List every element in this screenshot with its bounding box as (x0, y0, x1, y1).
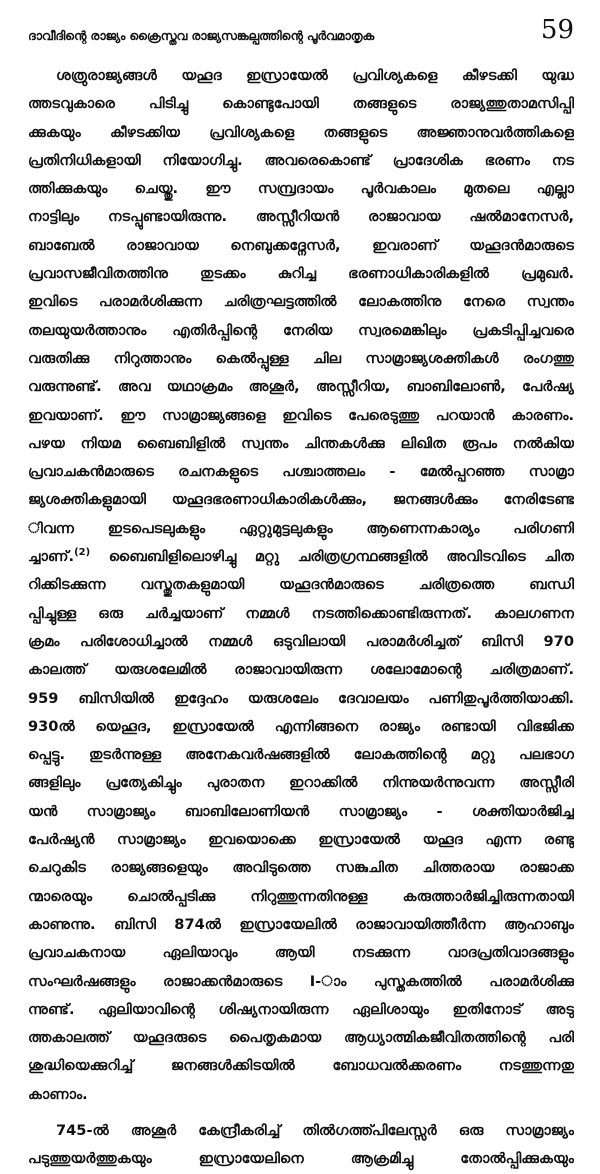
text-line: കാണാം. (28, 1085, 88, 1103)
text-line: പ്രവാചകൻമാരുടെ രചനകളുടെ പശ്ചാത്തലം - മേൽപ്പറഞ്ഞ സാമ്രാ (28, 463, 574, 481)
text-line: പ്പെട്ടു. തുടർന്നുള്ള അനേകവർഷങ്ങളിൽ ലോകത്തിന്റെ മറ്റു പലഭാഗ (28, 746, 574, 764)
text-line: പടുത്തുയർത്തുകയും ഇസ്രായേലിനെ ആക്രമിച്ചു തോൽപ്പിക്കുകയും (28, 1150, 574, 1168)
text-line: വരുന്നുണ്ട്. അവ യഥാക്രമം അശൂർ, അസ്സീറിയ, ബാബിലോൺ, പേർഷ്യ (28, 378, 574, 396)
footnote-marker[interactable]: (2) (74, 547, 91, 559)
text-line: പഴയ നിയമ ബൈബിളിൽ സ്വന്തം ചിന്തകൾക്കു ലിഖിത രൂപം നൽകിയ (28, 434, 574, 452)
text-line: ച്ചാണ്.$^{(2)}$ ബൈബിളിലൊഴിച്ചു മറ്റു ചരിത്രഗ്രന്ഥങ്ങളിൽ അവിടവിടെ ചിത (28, 547, 574, 566)
body-text (28, 62, 574, 1174)
paragraph (28, 1117, 574, 1174)
text-line: ന്മാരെയും ചൊൽപ്പടിക്കു നിറുത്തുന്നതിനുള്ള കരുത്താർജിച്ചിരുന്നതായി (28, 887, 574, 905)
text-line: ക്രമം പരിശോധിച്ചാൽ നമ്മൾ ഒടുവിലായി പരാമർശിച്ചത് ബിസി 970 (28, 632, 574, 650)
text-line: ശുദ്ധിയെക്കുറിച്ച് ജനങ്ങൾക്കിടയിൽ ബോധവൽക്കരണം നടത്തുന്നതു (28, 1057, 574, 1075)
text-line: പ്രവാചകനായ ഏലിയാവും ആയി നടക്കുന്ന വാദപ്രതിവാദങ്ങളും (28, 944, 574, 962)
text-line: വരുതിക്കു നിറുത്താനും കെൽപ്പുള്ള ചില സാമ്രാജ്യശക്തികൾ രംഗത്തു (28, 349, 574, 367)
text-line: ിവന്ന ഇടപെടലുകളും ഏറ്റുമുട്ടലുകളും ആണെന്നകാര്യം പരിഗണി (28, 519, 574, 537)
text-line: യൻ സാമ്രാജ്യം ബാബിലോണിയൻ സാമ്രാജ്യം - ശക്തിയാർജിച്ച (28, 802, 574, 820)
text-line: ബാബേൽ രാജാവായ നെബുക്കദ്നേസർ, ഇവരാണ് യഹൂദൻമാരുടെ (28, 236, 574, 254)
text-line: ന്നുണ്ട്. ഏലിയാവിന്റെ ശിഷ്യനായിരുന്ന ഏലിശായും ഇതിനോട് അടു (28, 1000, 574, 1018)
text-line: ജ്യശക്തികളുമായി യഹൂദഭരണാധികാരികൾക്കും, ജനങ്ങൾക്കും നേരിടേണ്ട (28, 491, 574, 509)
text-line: 959 ബിസിയിൽ ഇദ്ദേഹം യരുശലേം ദേവാലയം പണിതുപൂർത്തിയാക്കി. (28, 689, 574, 707)
text-line: പ്പിച്ചുള്ള ഒരു ചർച്ചയാണ് നമ്മൾ നടത്തിക്കൊണ്ടിരുന്നത്. കാലഗണന (28, 604, 574, 622)
text-line: ത്തകാലത്ത് യഹൂദരുടെ പൈതൃകമായ ആധ്യാത്മികജീവിതത്തിന്റെ പരി (28, 1029, 574, 1047)
page-header (28, 14, 574, 50)
text-line: പ്രതിനിധികളായി നിയോഗിച്ചു. അവരെകൊണ്ട് പ്രാദേശിക ഭരണം നട (28, 151, 574, 169)
text-line: തലയുയർത്താനും എതിർപ്പിന്റെ നേരിയ സ്വരമെങ്കിലും പ്രകടിപ്പിച്ചവരെ (28, 321, 574, 339)
text-line: 745-ൽ അശൂർ കേന്ദ്രീകരിച്ച് തിൽഗത്ത്പിലേസ്സർ ഒരു സാമ്രാജ്യം (56, 1121, 574, 1139)
text-line: ത്തടവുകാരെ പിടിച്ചു കൊണ്ടുപോയി തങ്ങളുടെ രാജ്യത്തുതാമസിപ്പി (28, 95, 574, 113)
text-line: പ്രവാസജീവിതത്തിനു തുടക്കം കുറിച്ച ഭരണാധികാരികളിൽ പ്രമുഖർ. (28, 265, 574, 283)
text-line: ക്കുകയും കീഴടക്കിയ പ്രവിശ്യകളെ തങ്ങളുടെ അജ്ഞാനുവർത്തികളെ (28, 123, 574, 141)
page-number: 59 (540, 15, 574, 45)
text-line: ത്തിക്കുകയും ചെയ്തു. ഈ സമ്പ്രദായം പൂർവകാലം മുതലെ എല്ലാ (28, 180, 574, 198)
paragraph (28, 62, 574, 1109)
text-line: ങ്ങളിലും പ്രത്യേകിച്ചും പുരാതന ഇറാക്കിൽ നിന്നുയർന്നുവന്ന അസ്സീരി (28, 774, 574, 792)
text-line: 930ൽ യെഹൂദ, ഇസ്രായേൽ എന്നിങ്ങനെ രാജ്യം രണ്ടായി വിഭജിക്ക (28, 717, 574, 735)
text-line: ശത്രുരാജ്യങ്ങൾ യഹൂദ ഇസ്രായേൽ പ്രവിശ്യകളെ കീഴടക്കി യുദ്ധ (56, 67, 574, 84)
text-line: പേർഷ്യൻ സാമ്രാജ്യം ഇവയൊക്കെ ഇസ്രായേൽ യഹൂദ എന്ന രണ്ടു (28, 831, 574, 849)
text-line: റിക്കിടക്കുന്ന വസ്തുതകളുമായി യഹൂദൻമാരുടെ ചരിത്രത്തെ ബന്ധി (28, 576, 574, 594)
text-line: കാലത്ത് യരുശലേമിൽ രാജാവായിരുന്ന ശലോമോന്റെ ചരിത്രമാണ്. (28, 661, 574, 679)
text-line: കാണുന്നു. ബിസി 874ൽ ഇസ്രായേലിൽ രാജാവായിത്തീർന്ന ആഹാബും (28, 915, 574, 933)
text-line: ഇവയാണ്. ഈ സാമ്രാജ്യങ്ങളെ ഇവിടെ പേരെടുത്തു പറയാൻ കാരണം. (28, 406, 574, 424)
paragraph-gap (28, 1109, 574, 1117)
text-line: സംഘർഷങ്ങളും രാജാക്കൻമാരുടെ I-ാം പുസ്തകത്തിൽ പരാമർശിക്കു (28, 972, 574, 990)
running-title: ദാവീദിന്റെ രാജ്യം ക്രൈസ്തവ രാജ്യസങ്കല്പത്തിന്റെ പൂർവമാതൃക (28, 28, 375, 43)
text-line: നാട്ടിലും നടപ്പുണ്ടായിരുന്നു. അസ്സീറിയൻ രാജാവായ ഷൽമാനേസർ, (28, 208, 574, 226)
text-line: ഇവിടെ പരാമർശിക്കുന്ന ചരിത്രഘട്ടത്തിൽ ലോകത്തിനു നേരെ സ്വന്തം (28, 293, 574, 311)
text-line: ചെറുകിട രാജ്യങ്ങളെയും അവിടുത്തെ സങ്കുചിത ചിത്തരായ രാജാക്ക (28, 859, 574, 877)
